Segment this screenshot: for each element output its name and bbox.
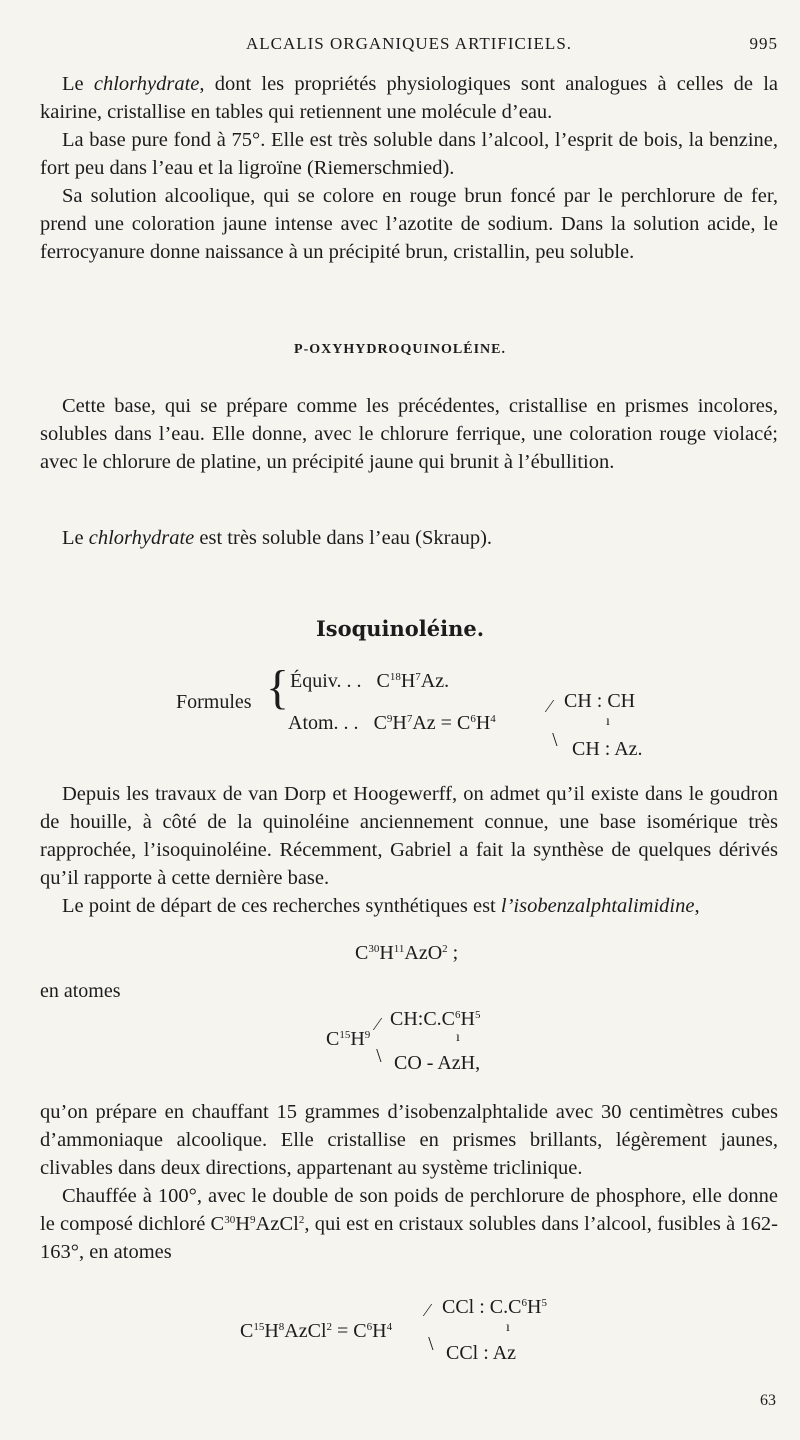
paragraph <box>40 70 778 126</box>
paragraph-group-3 <box>40 524 778 552</box>
bond-vertical: ı <box>456 1030 460 1045</box>
paragraph-group-4 <box>40 780 778 920</box>
formula-branch-top: $CH:C.C^6H^5$ <box>390 1008 481 1030</box>
paragraph <box>40 892 778 920</box>
brace-glyph: { <box>266 661 290 714</box>
signature-mark: 63 <box>760 1392 776 1409</box>
text: , qui est en cristaux solubles dans l’alcool, fusibles à 162-163°, en atomes <box>40 1213 778 1263</box>
running-header <box>40 34 778 64</box>
italic-term: chlorhydrate <box>88 527 195 549</box>
text: , <box>694 895 700 917</box>
formulas-label: Formules <box>176 691 252 713</box>
text: est très soluble dans l’eau (Skraup). <box>194 527 493 549</box>
bond-line: ⁄ <box>426 1300 430 1320</box>
page-number: 995 <box>749 34 778 53</box>
en-atomes: en atomes <box>40 980 121 1002</box>
text: Le <box>62 73 94 95</box>
bond-line: ⧵ <box>428 1334 434 1354</box>
bond-line: ⧵ <box>552 730 558 750</box>
paragraph-group-2 <box>40 392 778 476</box>
italic-term: l’isobenzalphtalimidine <box>500 895 695 917</box>
formula-branch-bottom: CH : Az. <box>572 738 643 760</box>
formula-line: $C^{15}H^8AzCl^2 = C^6H^4$ <box>240 1320 393 1342</box>
paragraph: Sa solution alcoolique, qui se colore en rouge brun foncé par le perchlorure de fer, prend une coloration jaune intense avec l’azotite de sodium. Dans la solution acide, le ferrocyanure donne naissance à un précipité brun, cristallin, peu soluble. <box>40 185 778 263</box>
formula-line: $C^{30}H^{11}AzO^2$ ; <box>355 942 459 964</box>
text: Le <box>62 527 89 549</box>
bond-vertical: ı <box>506 1320 510 1335</box>
section-heading: P-OXYHYDROQUINOLÉINE. <box>294 342 506 357</box>
paragraph: Depuis les travaux de van Dorp et Hoogewerff, on admet qu’il existe dans le goudron de houille, à côté de la quinoléine anciennement connue, une base isomérique très rapprochée, l’isoquinoléine. Récemment, Gabriel a fait la synthèse de quelques dérivés qu’il rapporte à cette dernière base. <box>40 783 778 889</box>
formula-branch-top: CH : CH <box>564 690 636 712</box>
text: Atom. . . <box>288 712 359 734</box>
formula-base: $C^{15}H^9$ <box>326 1028 371 1050</box>
paragraph: Cette base, qui se prépare comme les précédentes, cristallise en prismes incolores, solubles dans l’eau. Elle donne, avec le chlorure ferrique, une coloration rouge violacé; avec le chlorure de platine, un précipité jaune qui brunit à l’ébullition. <box>40 395 778 473</box>
formula-atom: Atom. . . $C^9H^7Az = C^6H^4$ <box>288 712 496 734</box>
bond-line: ⁄ <box>376 1014 380 1034</box>
paragraph-group-5 <box>40 1098 778 1266</box>
text: Équiv. . . <box>290 670 362 692</box>
text: , dont les propriétés physiologiques sont analogues à celles de la kairine, cristallise en tables qui retiennent une molécule d’eau. <box>40 73 778 123</box>
italic-term: chlorhydrate <box>93 73 200 95</box>
paragraph-group-1 <box>40 70 778 266</box>
chapter-title: Isoquinoléine. <box>315 616 485 641</box>
bond-line: ⧵ <box>376 1046 382 1066</box>
running-title: ALCALIS ORGANIQUES ARTIFICIELS. <box>245 34 573 53</box>
formula-branch-top: CCl : $C.C^6H^5$ <box>442 1296 547 1318</box>
paragraph <box>40 524 778 552</box>
bond-vertical: ı <box>606 714 610 729</box>
bond-line: ⁄ <box>548 696 552 716</box>
paragraph: qu’on prépare en chauffant 15 grammes d’isobenzalphtalide avec 30 centimètres cubes d’ammoniaque alcoolique. Elle cristallise en prismes brillants, légèrement jaunes, clivables dans deux directions, appartenant au système triclinique. <box>40 1101 778 1179</box>
formula-branch-bottom: CO - AzH, <box>394 1052 481 1074</box>
formula-equiv: Équiv. . . $C^{18}H^7Az$. <box>290 670 450 692</box>
formula-branch-bottom: CCl : Az <box>446 1342 517 1364</box>
paragraph: Chauffée à 100°, avec le double de son poids de perchlorure de phosphore, elle donne le composé dichloré $C^{30}H^9AzCl^2$, qui est en cristaux solubles dans l’alcool, fusibles à 162-163°, en atomes <box>40 1185 778 1263</box>
paragraph: La base pure fond à 75°. Elle est très soluble dans l’alcool, l’esprit de bois, la benzine, fort peu dans l’eau et la ligroïne (Riemerschmied). <box>40 129 778 179</box>
text: Chauffée à 100°, avec le double de son poids de perchlorure de phosphore, elle donne le composé dichloré <box>40 1185 778 1235</box>
text: Le point de départ de ces recherches synthétiques est <box>62 895 501 917</box>
